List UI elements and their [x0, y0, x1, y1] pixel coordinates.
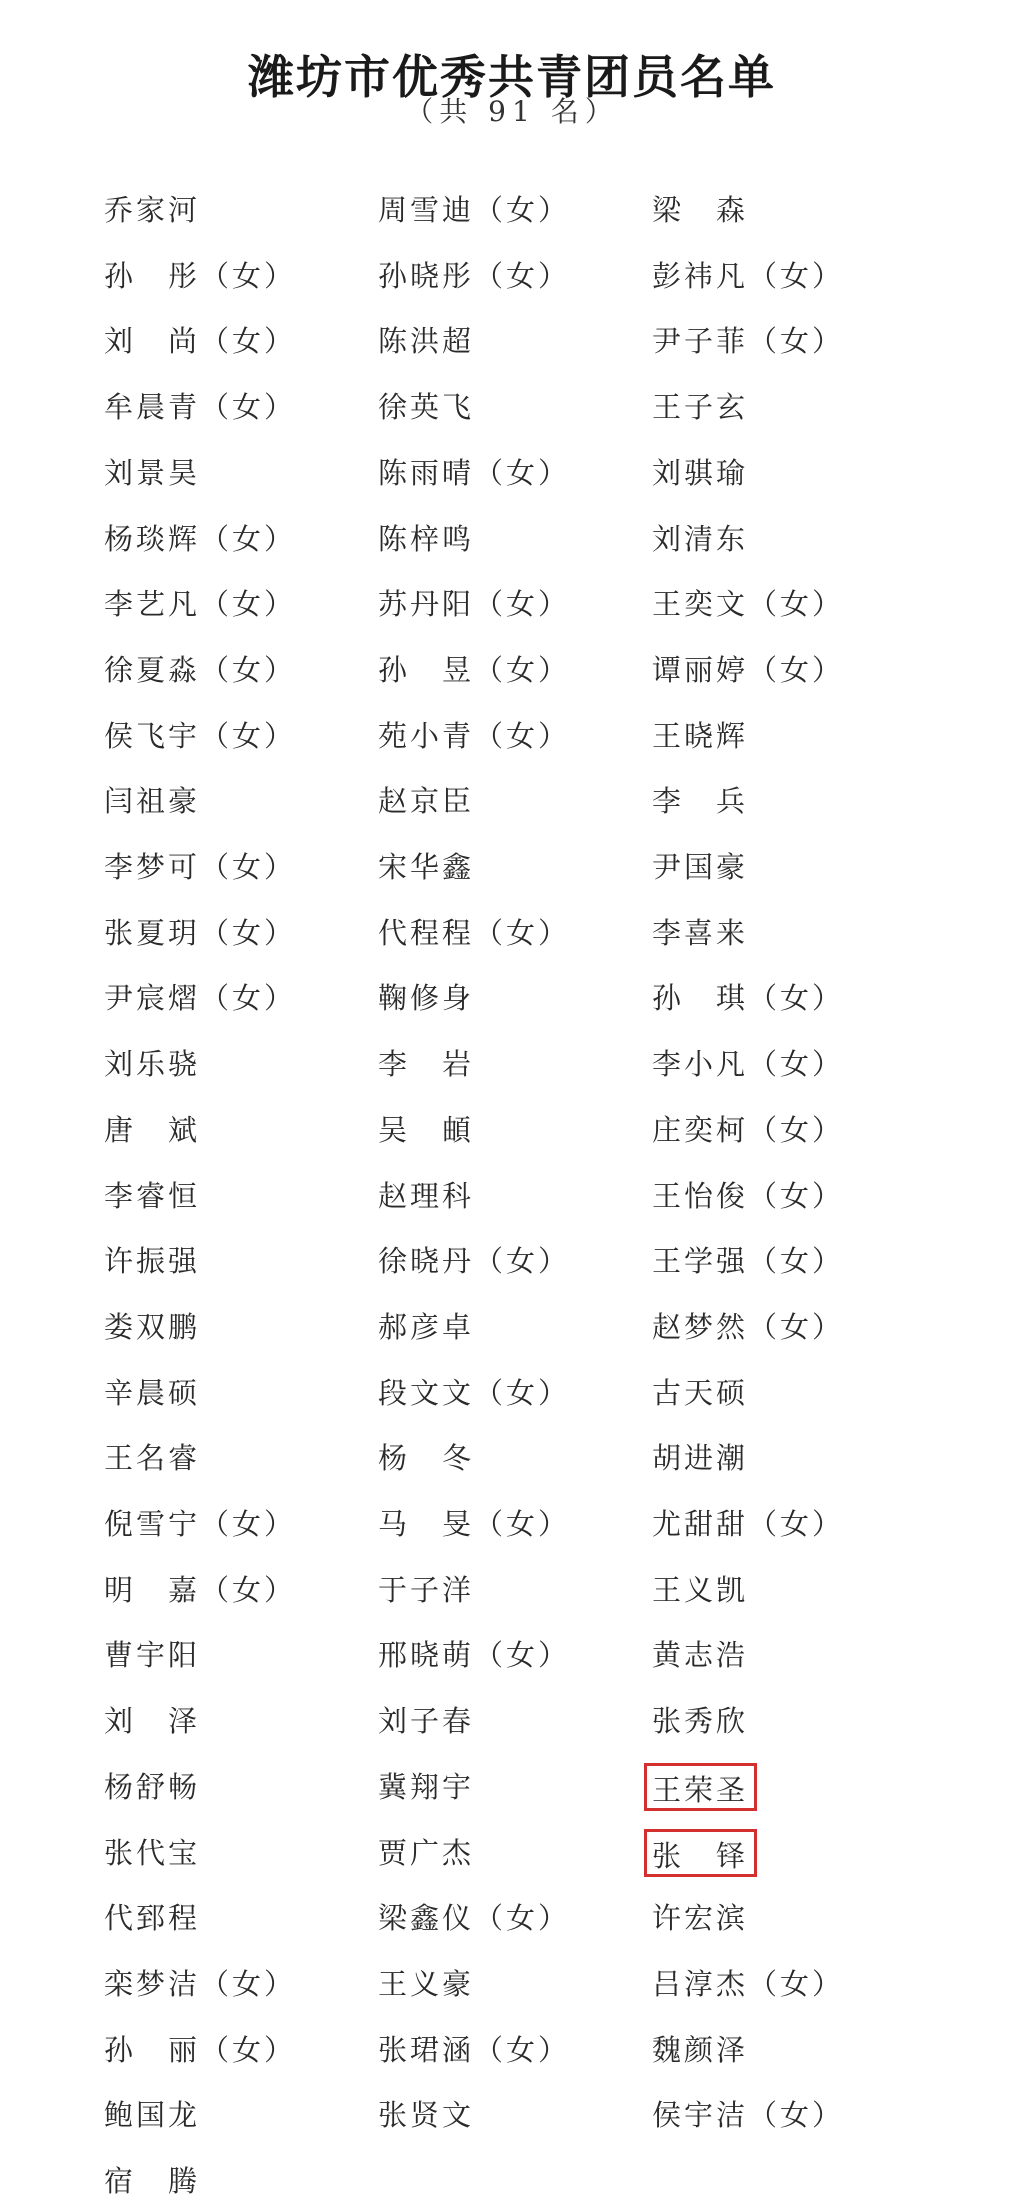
- member-count-subtitle: （共 91 名）: [405, 95, 619, 128]
- member-name: 尹子菲（女）: [652, 324, 845, 358]
- member-name: 谭丽婷（女）: [652, 653, 845, 687]
- member-name: 王学强（女）: [652, 1244, 845, 1278]
- member-name: 魏颜泽: [652, 2033, 749, 2067]
- member-name: 王晓辉: [652, 719, 749, 753]
- member-name: 侯宇洁（女）: [652, 2098, 845, 2132]
- member-name: 侯飞宇（女）: [104, 719, 297, 753]
- member-name: 许振强: [104, 1244, 201, 1278]
- member-name: 杨 冬: [378, 1441, 475, 1475]
- member-name: 彭祎凡（女）: [652, 259, 845, 293]
- member-name: 王名睿: [104, 1441, 201, 1475]
- member-name: 鲍国龙: [104, 2098, 201, 2132]
- member-name: 徐晓丹（女）: [378, 1244, 571, 1278]
- member-name: 乔家河: [104, 193, 201, 227]
- member-name: 孙晓彤（女）: [378, 259, 571, 293]
- member-name: 尤甜甜（女）: [652, 1507, 845, 1541]
- member-name: 张代宝: [104, 1836, 201, 1870]
- member-name: 庄奕柯（女）: [652, 1113, 845, 1147]
- member-name: 唐 斌: [104, 1113, 201, 1147]
- member-name: 张珺涵（女）: [378, 2033, 571, 2067]
- member-name: 刘 泽: [104, 1704, 201, 1738]
- member-name: 杨琰辉（女）: [104, 522, 297, 556]
- member-name: 苑小青（女）: [378, 719, 571, 753]
- member-name: 尹国豪: [652, 850, 749, 884]
- member-name: 王子玄: [652, 390, 749, 424]
- member-name: 尹宸熠（女）: [104, 981, 297, 1015]
- member-name: 赵梦然（女）: [652, 1310, 845, 1344]
- names-list: [0, 186, 1024, 2198]
- member-name: 曹宇阳: [104, 1638, 201, 1672]
- member-name: 胡进潮: [652, 1441, 749, 1475]
- member-name: 刘 尚（女）: [104, 324, 297, 358]
- member-name: 刘乐骁: [104, 1047, 201, 1081]
- member-name: 王奕文（女）: [652, 587, 845, 621]
- highlighted-name: 张 铎: [644, 1829, 757, 1877]
- member-name: 刘景昊: [104, 456, 201, 490]
- member-name: 刘子春: [378, 1704, 475, 1738]
- member-name: 李小凡（女）: [652, 1047, 845, 1081]
- page-title: 潍坊市优秀共青团员名单: [248, 49, 776, 104]
- member-name: 苏丹阳（女）: [378, 587, 571, 621]
- member-name: 孙 丽（女）: [104, 2033, 297, 2067]
- member-name: 李艺凡（女）: [104, 587, 297, 621]
- member-name: 李喜来: [652, 916, 749, 950]
- member-name: 吕淳杰（女）: [652, 1967, 845, 2001]
- member-name: 杨舒畅: [104, 1770, 201, 1804]
- member-name: 段文文（女）: [378, 1376, 571, 1410]
- member-name: 李 岩: [378, 1047, 475, 1081]
- member-name: 栾梦洁（女）: [104, 1967, 297, 2001]
- member-name: 邢晓萌（女）: [378, 1638, 571, 1672]
- member-name: 陈洪超: [378, 324, 475, 358]
- member-name: 代程程（女）: [378, 916, 571, 950]
- member-name: 李 兵: [652, 784, 749, 818]
- member-name: 许宏滨: [652, 1901, 749, 1935]
- member-name: 郝彦卓: [378, 1310, 475, 1344]
- member-name: 代郅程: [104, 1901, 201, 1935]
- member-name: 明 嘉（女）: [104, 1573, 297, 1607]
- member-name: 徐英飞: [378, 390, 475, 424]
- member-name: 徐夏淼（女）: [104, 653, 297, 687]
- member-name: 辛晨硕: [104, 1376, 201, 1410]
- member-name: 闫祖豪: [104, 784, 201, 818]
- member-name: 宋华鑫: [378, 850, 475, 884]
- member-name: 冀翔宇: [378, 1770, 475, 1804]
- member-name: 陈梓鸣: [378, 522, 475, 556]
- member-name: 张秀欣: [652, 1704, 749, 1738]
- member-name: 周雪迪（女）: [378, 193, 571, 227]
- member-name: 李睿恒: [104, 1179, 201, 1213]
- member-name: 梁鑫仪（女）: [378, 1901, 571, 1935]
- member-name: 娄双鹏: [104, 1310, 201, 1344]
- member-name: 贾广杰: [378, 1836, 475, 1870]
- member-name: 孙 琪（女）: [652, 981, 845, 1015]
- member-name: 宿 腾: [104, 2164, 201, 2198]
- member-name: 吴 頔: [378, 1113, 475, 1147]
- member-name: 王义凯: [652, 1573, 749, 1607]
- member-name: 于子洋: [378, 1573, 475, 1607]
- member-name: 孙 昱（女）: [378, 653, 571, 687]
- member-name: 张贤文: [378, 2098, 475, 2132]
- member-name: 张夏玥（女）: [104, 916, 297, 950]
- member-name: 王怡俊（女）: [652, 1179, 845, 1213]
- highlighted-name: 王荣圣: [644, 1763, 757, 1811]
- member-name: 刘清东: [652, 522, 749, 556]
- member-name: 牟晨青（女）: [104, 390, 297, 424]
- member-name: 赵京臣: [378, 784, 475, 818]
- member-name: 鞠修身: [378, 981, 475, 1015]
- member-name: 古天硕: [652, 1376, 749, 1410]
- member-name: 陈雨晴（女）: [378, 456, 571, 490]
- member-name: 刘骐瑜: [652, 456, 749, 490]
- member-name: 王义豪: [378, 1967, 475, 2001]
- member-name: 梁 森: [652, 193, 749, 227]
- member-name: 李梦可（女）: [104, 850, 297, 884]
- member-name: 倪雪宁（女）: [104, 1507, 297, 1541]
- member-name: 黄志浩: [652, 1638, 749, 1672]
- member-name: 孙 彤（女）: [104, 259, 297, 293]
- member-name: 马 旻（女）: [378, 1507, 571, 1541]
- member-name: 赵理科: [378, 1179, 475, 1213]
